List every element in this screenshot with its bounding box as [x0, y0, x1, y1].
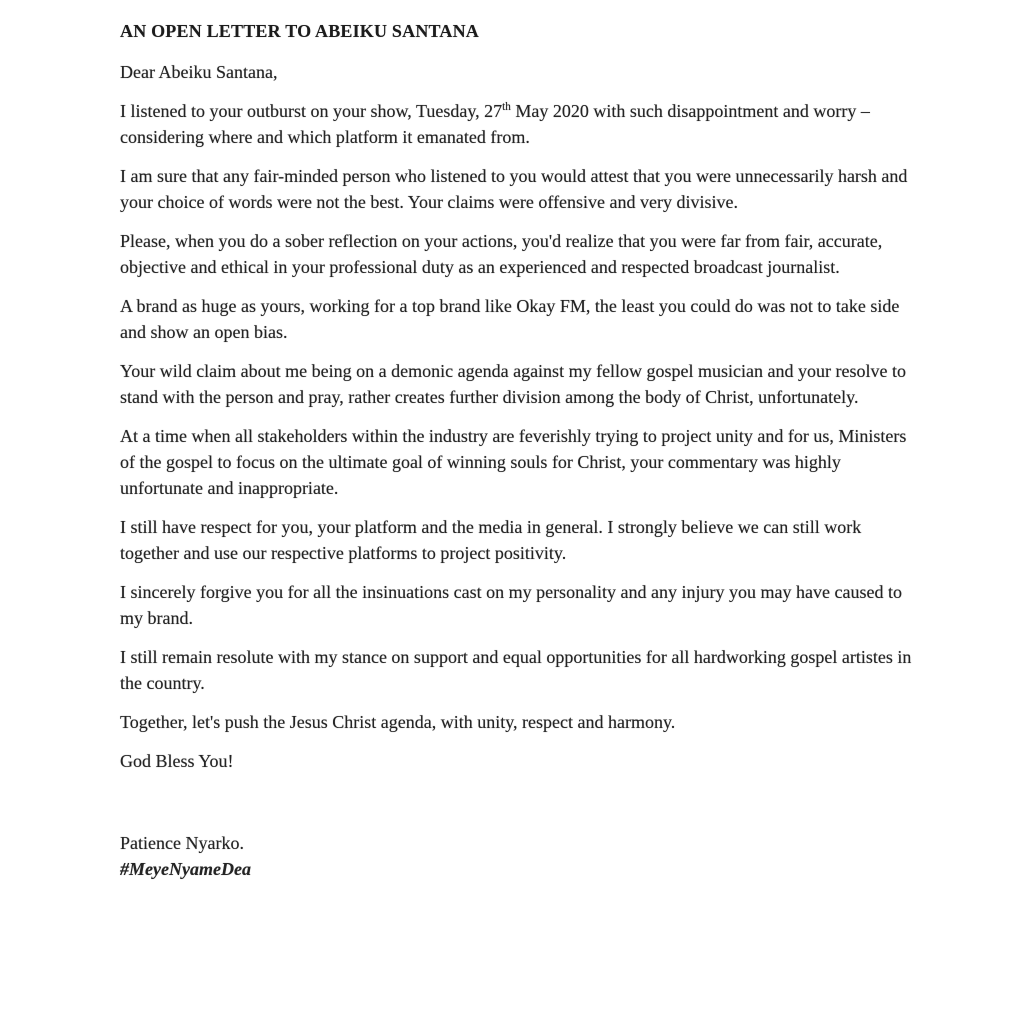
- letter-paragraph: Please, when you do a sober reflection on your actions, you'd realize that you were far from fair, accurate, objective and ethical in your professional duty as an experienced and respected broadcast journalist.: [120, 231, 883, 277]
- signature-name: Patience Nyarko.: [120, 833, 244, 853]
- signature-block: [120, 830, 912, 882]
- letter-page: [120, 18, 912, 882]
- letter-paragraph: A brand as huge as yours, working for a top brand like Okay FM, the least you could do was not to take side and show an open bias.: [120, 296, 900, 342]
- signature-hashtag: #MeyeNyameDea: [120, 859, 251, 879]
- date-ordinal-suffix: th: [502, 101, 511, 113]
- letter-paragraph: I am sure that any fair-minded person who listened to you would attest that you were unnecessarily harsh and your choice of words were not the best. Your claims were offensive and very divisive.: [120, 166, 908, 212]
- letter-paragraph-date: [120, 98, 912, 150]
- letter-paragraph: I still have respect for you, your platform and the media in general. I strongly believe we can still work together and use our respective platforms to project positivity.: [120, 517, 862, 563]
- letter-paragraph: At a time when all stakeholders within the industry are feverishly trying to project unity and for us, Ministers of the gospel to focus on the ultimate goal of winning souls for Christ, your commentary was highly unfortunate and inappropriate.: [120, 426, 907, 498]
- letter-title: AN OPEN LETTER TO ABEIKU SANTANA: [120, 21, 479, 41]
- letter-paragraph: Together, let's push the Jesus Christ agenda, with unity, respect and harmony.: [120, 712, 676, 732]
- letter-paragraph: I sincerely forgive you for all the insinuations cast on my personality and any injury you may have caused to my brand.: [120, 582, 902, 628]
- letter-paragraph: Your wild claim about me being on a demonic agenda against my fellow gospel musician and your resolve to stand with the person and pray, rather creates further division among the body of Christ, unfortunately.: [120, 361, 906, 407]
- date-paragraph-post: May 2020 with such disappointment and worry – considering where and which platform it emanated from.: [120, 101, 870, 147]
- letter-salutation: Dear Abeiku Santana,: [120, 62, 278, 82]
- letter-closing: God Bless You!: [120, 751, 234, 771]
- date-paragraph-pre: I listened to your outburst on your show, Tuesday, 27: [120, 101, 503, 121]
- letter-paragraph: I still remain resolute with my stance on support and equal opportunities for all hardworking gospel artistes in the country.: [120, 647, 912, 693]
